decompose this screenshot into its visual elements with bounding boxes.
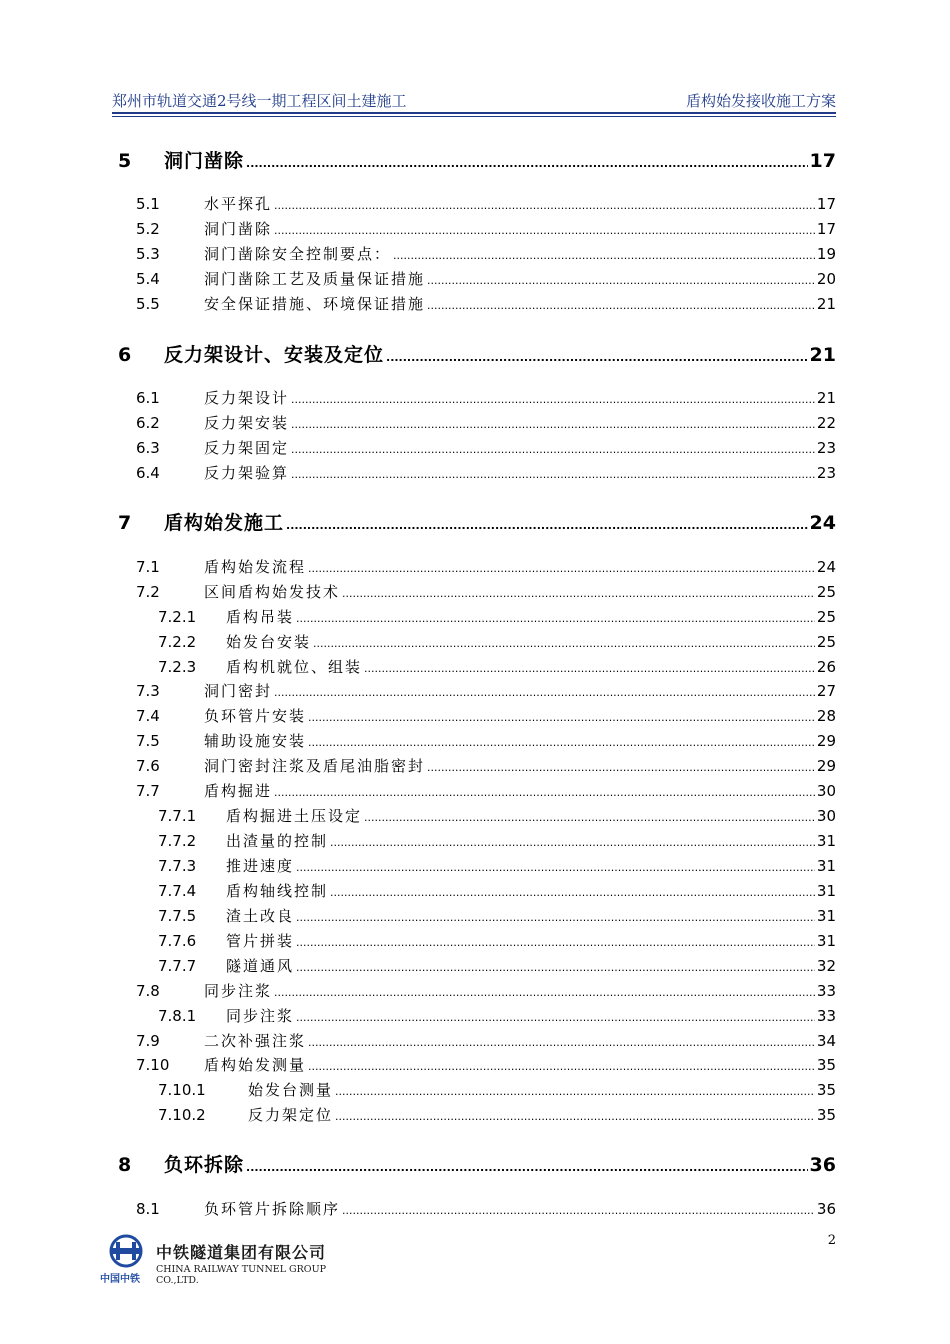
toc-section-entry[interactable] [112, 1054, 836, 1075]
toc-entry-page: 23 [816, 464, 836, 482]
toc-section-entry[interactable] [112, 293, 836, 314]
toc-entry-title: 洞门凿除 [164, 150, 245, 172]
toc-dot-leader [246, 1161, 808, 1174]
toc-subsection-entry[interactable] [112, 656, 836, 677]
toc-entry-number: 5.1 [136, 195, 160, 213]
toc-subsection-entry[interactable] [112, 1104, 836, 1125]
toc-dot-leader [291, 468, 815, 481]
toc-entry-title: 洞门凿除 [204, 220, 273, 238]
toc-entry-title: 洞门凿除安全控制要点： [204, 245, 392, 263]
toc-dot-leader [274, 986, 815, 999]
toc-dot-leader [296, 612, 815, 625]
toc-entry-number: 7.7.4 [158, 882, 197, 900]
toc-entry-page: 22 [816, 414, 836, 432]
toc-section-entry[interactable] [112, 462, 836, 483]
toc-section-entry[interactable] [112, 387, 836, 408]
toc-entry-title: 洞门凿除工艺及质量保证措施 [204, 270, 426, 288]
toc-entry-title: 盾构掘进 [204, 782, 273, 800]
toc-entry-page: 33 [816, 982, 836, 1000]
toc-entry-page: 30 [816, 807, 836, 825]
toc-dot-leader [313, 637, 815, 650]
toc-dot-leader [291, 393, 815, 406]
toc-entry-number: 5.2 [136, 220, 160, 238]
toc-entry-page: 28 [816, 707, 836, 725]
toc-entry-title: 始发台安装 [226, 633, 312, 651]
toc-entry-number: 5 [118, 150, 132, 172]
toc-entry-page: 25 [816, 608, 836, 626]
toc-entry-page: 31 [816, 832, 836, 850]
toc-dot-leader [291, 443, 815, 456]
toc-dot-leader [342, 1204, 815, 1217]
crec-logo-icon [106, 1234, 146, 1268]
toc-chapter-entry[interactable] [112, 146, 836, 173]
toc-entry-title: 负环管片拆除顺序 [204, 1200, 341, 1218]
toc-entry-page: 31 [816, 882, 836, 900]
toc-subsection-entry[interactable] [112, 930, 836, 951]
toc-entry-page: 24 [809, 512, 836, 534]
toc-entry-number: 7.7.7 [158, 957, 197, 975]
toc-entry-page: 34 [816, 1032, 836, 1050]
toc-entry-number: 7.10.1 [158, 1081, 206, 1099]
toc-dot-leader [427, 274, 815, 287]
toc-entry-number: 7.7.1 [158, 807, 197, 825]
toc-dot-leader [246, 157, 808, 170]
toc-entry-number: 7.1 [136, 558, 160, 576]
header-document-title: 盾构始发接收施工方案 [685, 92, 836, 110]
toc-section-entry[interactable] [112, 680, 836, 701]
toc-subsection-entry[interactable] [112, 1079, 836, 1100]
toc-dot-leader [296, 861, 815, 874]
toc-entry-title: 渣土改良 [226, 907, 295, 925]
toc-chapter-entry[interactable] [112, 340, 836, 367]
toc-dot-leader [335, 1110, 815, 1123]
toc-dot-leader [330, 836, 815, 849]
toc-entry-page: 35 [816, 1081, 836, 1099]
header-rule-thick [112, 112, 836, 114]
toc-subsection-entry[interactable] [112, 955, 836, 976]
toc-entry-number: 8.1 [136, 1200, 160, 1218]
toc-entry-page: 26 [816, 658, 836, 676]
toc-entry-page: 35 [816, 1106, 836, 1124]
toc-dot-leader [335, 1085, 815, 1098]
toc-entry-number: 7 [118, 512, 132, 534]
toc-dot-leader [274, 686, 815, 699]
toc-entry-title: 同步注浆 [226, 1007, 295, 1025]
toc-entry-title: 水平探孔 [204, 195, 273, 213]
toc-entry-title: 洞门密封 [204, 682, 273, 700]
toc-entry-page: 36 [816, 1200, 836, 1218]
toc-dot-leader [308, 736, 815, 749]
toc-dot-leader [274, 199, 815, 212]
toc-entry-title: 盾构轴线控制 [226, 882, 329, 900]
toc-subsection-entry[interactable] [112, 830, 836, 851]
toc-dot-leader [291, 418, 815, 431]
toc-entry-number: 7.7.3 [158, 857, 197, 875]
header-project-title: 郑州市轨道交通2号线一期工程区间土建施工 [112, 92, 407, 110]
toc-entry-page: 35 [816, 1056, 836, 1074]
toc-section-entry[interactable] [112, 556, 836, 577]
toc-section-entry[interactable] [112, 243, 836, 264]
toc-entry-page: 32 [816, 957, 836, 975]
toc-entry-title: 反力架设计、安装及定位 [164, 344, 385, 366]
toc-entry-title: 反力架定位 [248, 1106, 334, 1124]
toc-entry-number: 6.4 [136, 464, 160, 482]
toc-dot-leader [364, 662, 815, 675]
toc-section-entry[interactable] [112, 437, 836, 458]
toc-dot-leader [427, 761, 815, 774]
toc-subsection-entry[interactable] [112, 805, 836, 826]
toc-section-entry[interactable] [112, 218, 836, 239]
toc-dot-leader [393, 249, 815, 262]
toc-entry-page: 19 [816, 245, 836, 263]
toc-subsection-entry[interactable] [112, 631, 836, 652]
toc-entry-title: 盾构始发流程 [204, 558, 307, 576]
toc-dot-leader [308, 1036, 815, 1049]
toc-entry-number: 7.8.1 [158, 1007, 197, 1025]
toc-dot-leader [296, 961, 815, 974]
toc-chapter-entry[interactable] [112, 508, 836, 535]
toc-entry-number: 7.2.1 [158, 608, 197, 626]
toc-entry-title: 二次补强注浆 [204, 1032, 307, 1050]
toc-dot-leader [296, 911, 815, 924]
toc-entry-title: 安全保证措施、环境保证措施 [204, 295, 426, 313]
toc-subsection-entry[interactable] [112, 905, 836, 926]
toc-subsection-entry[interactable] [112, 855, 836, 876]
toc-dot-leader [296, 1011, 815, 1024]
toc-entry-title: 负环拆除 [164, 1154, 245, 1176]
toc-section-entry[interactable] [112, 780, 836, 801]
toc-entry-number: 7.6 [136, 757, 160, 775]
toc-entry-number: 7.5 [136, 732, 160, 750]
toc-section-entry[interactable] [112, 755, 836, 776]
toc-entry-title: 辅助设施安装 [204, 732, 307, 750]
toc-dot-leader [330, 886, 815, 899]
toc-dot-leader [274, 224, 815, 237]
toc-entry-page: 27 [816, 682, 836, 700]
toc-entry-title: 反力架固定 [204, 439, 290, 457]
toc-entry-page: 25 [816, 583, 836, 601]
toc-entry-number: 7.10.2 [158, 1106, 206, 1124]
toc-subsection-entry[interactable] [112, 880, 836, 901]
toc-entry-title: 隧道通风 [226, 957, 295, 975]
toc-entry-title: 推进速度 [226, 857, 295, 875]
toc-entry-page: 21 [816, 389, 836, 407]
toc-entry-title: 反力架安装 [204, 414, 290, 432]
toc-entry-page: 20 [816, 270, 836, 288]
toc-section-entry[interactable] [112, 268, 836, 289]
toc-entry-title: 盾构始发施工 [164, 512, 285, 534]
toc-entry-page: 21 [809, 344, 836, 366]
toc-dot-leader [296, 936, 815, 949]
toc-entry-page: 31 [816, 932, 836, 950]
toc-dot-leader [427, 299, 815, 312]
toc-entry-page: 31 [816, 907, 836, 925]
toc-section-entry[interactable] [112, 705, 836, 726]
toc-dot-leader [342, 587, 815, 600]
toc-dot-leader [364, 811, 815, 824]
toc-entry-number: 5.5 [136, 295, 160, 313]
toc-subsection-entry[interactable] [112, 1005, 836, 1026]
toc-entry-number: 8 [118, 1154, 132, 1176]
toc-entry-title: 区间盾构始发技术 [204, 583, 341, 601]
toc-chapter-entry[interactable] [112, 1150, 836, 1177]
toc-entry-title: 负环管片安装 [204, 707, 307, 725]
toc-section-entry[interactable] [112, 193, 836, 214]
toc-section-entry[interactable] [112, 1030, 836, 1051]
toc-section-entry[interactable] [112, 730, 836, 751]
toc-entry-number: 7.2.3 [158, 658, 197, 676]
toc-entry-title: 同步注浆 [204, 982, 273, 1000]
toc-entry-number: 6.3 [136, 439, 160, 457]
toc-entry-page: 25 [816, 633, 836, 651]
toc-entry-number: 7.4 [136, 707, 160, 725]
toc-entry-number: 7.2 [136, 583, 160, 601]
toc-entry-number: 6.2 [136, 414, 160, 432]
toc-entry-page: 29 [816, 757, 836, 775]
toc-entry-page: 36 [809, 1154, 836, 1176]
toc-subsection-entry[interactable] [112, 606, 836, 627]
toc-dot-leader [386, 351, 808, 364]
toc-entry-number: 5.4 [136, 270, 160, 288]
toc-entry-page: 17 [816, 220, 836, 238]
toc-entry-title: 盾构吊装 [226, 608, 295, 626]
toc-entry-page: 29 [816, 732, 836, 750]
toc-entry-title: 管片拼装 [226, 932, 295, 950]
company-name-en: CHINA RAILWAY TUNNEL GROUP CO.,LTD. [156, 1264, 326, 1286]
toc-entry-title: 盾构始发测量 [204, 1056, 307, 1074]
toc-dot-leader [308, 1060, 815, 1073]
toc-dot-leader [308, 562, 815, 575]
toc-entry-number: 7.8 [136, 982, 160, 1000]
toc-entry-title: 洞门密封注浆及盾尾油脂密封 [204, 757, 426, 775]
toc-entry-number: 7.9 [136, 1032, 160, 1050]
toc-entry-page: 23 [816, 439, 836, 457]
toc-section-entry[interactable] [112, 581, 836, 602]
toc-section-entry[interactable] [112, 412, 836, 433]
toc-entry-title: 盾构掘进土压设定 [226, 807, 363, 825]
toc-entry-title: 盾构机就位、组装 [226, 658, 363, 676]
logo-label: 中国中铁 [100, 1274, 140, 1285]
toc-entry-number: 7.7.2 [158, 832, 197, 850]
toc-entry-number: 7.10 [136, 1056, 170, 1074]
company-footer [100, 1234, 360, 1284]
toc-entry-page: 17 [809, 150, 836, 172]
toc-entry-title: 始发台测量 [248, 1081, 334, 1099]
toc-entry-page: 33 [816, 1007, 836, 1025]
toc-entry-number: 7.2.2 [158, 633, 197, 651]
toc-entry-number: 6.1 [136, 389, 160, 407]
toc-entry-page: 21 [816, 295, 836, 313]
header-rule-thin [112, 116, 836, 117]
toc-entry-page: 17 [816, 195, 836, 213]
toc-entry-title: 反力架设计 [204, 389, 290, 407]
toc-entry-page: 30 [816, 782, 836, 800]
toc-dot-leader [308, 711, 815, 724]
toc-entry-number: 5.3 [136, 245, 160, 263]
toc-entry-number: 7.7 [136, 782, 160, 800]
toc-entry-title: 出渣量的控制 [226, 832, 329, 850]
toc-section-entry[interactable] [112, 1198, 836, 1219]
page-number: 2 [827, 1233, 836, 1248]
toc-entry-number: 7.3 [136, 682, 160, 700]
toc-dot-leader [286, 519, 808, 532]
toc-entry-number: 7.7.5 [158, 907, 197, 925]
company-name-cn: 中铁隧道集团有限公司 [156, 1243, 327, 1262]
toc-entry-page: 31 [816, 857, 836, 875]
toc-entry-title: 反力架验算 [204, 464, 290, 482]
toc-section-entry[interactable] [112, 980, 836, 1001]
toc-dot-leader [274, 786, 815, 799]
toc-entry-number: 7.7.6 [158, 932, 197, 950]
toc-entry-number: 6 [118, 344, 132, 366]
toc-entry-page: 24 [816, 558, 836, 576]
